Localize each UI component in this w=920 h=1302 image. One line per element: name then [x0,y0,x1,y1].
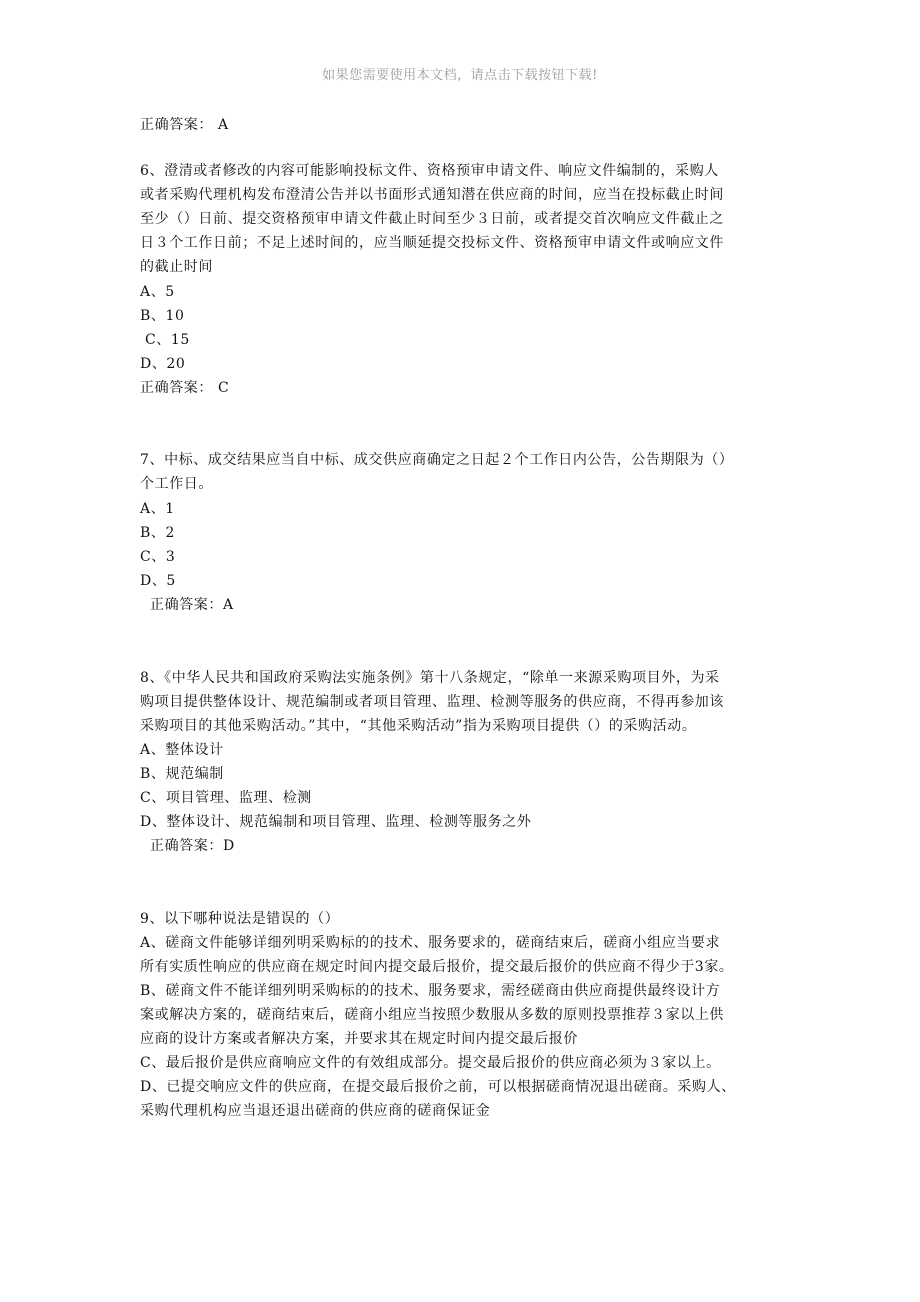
q6-text-line-1: 6、澄清或者修改的内容可能影响投标文件、资格预审申请文件、响应文件编制的，采购人 [140,163,719,179]
q8-text-line-1: 8、《中华人民共和国政府采购法实施条例》第十八条规定，“除单一来源采购项目外，为采 [140,670,720,686]
q8-option-a: A、整体设计 [140,742,224,758]
q9-text-line-3: 所有实质性响应的供应商在规定时间内提交最后报价，提交最后报价的供应商不得少于3家。 [140,959,734,975]
q6-option-a: A、5 [140,284,175,300]
q9-text-line-7: C、最后报价是供应商响应文件的有效组成部分。提交最后报价的供应商必须为３家以上。 [140,1055,721,1071]
q6-text-line-2: 或者采购代理机构发布澄清公告并以书面形式通知潜在供应商的时间，应当在投标截止时间 [140,187,724,203]
q8-answer: 正确答案：D [150,838,235,854]
q5-answer: 正确答案： A [140,117,229,133]
q9-text-line-6: 应商的设计方案或者解决方案，并要求其在规定时间内提交最后报价 [140,1031,578,1047]
q6-option-b: B、10 [140,308,185,324]
q6-answer: 正确答案： C [140,380,230,396]
q7-text-line-1: 7、中标、成交结果应当自中标、成交供应商确定之日起２个工作日内公告，公告期限为（） [140,452,734,468]
q7-option-b: B、2 [140,525,175,541]
q8-text-line-3: 采购项目的其他采购活动。”其中，“其他采购活动”指为采购项目提供（）的采购活动。 [140,718,697,734]
q9-text-line-1: 9、以下哪种说法是错误的（） [140,911,340,927]
q6-text-line-5: 的截止时间 [140,259,213,275]
q8-option-d: D、整体设计、规范编制和项目管理、监理、检测等服务之外 [140,814,532,830]
q7-option-c: C、3 [140,549,176,565]
q7-option-d: D、5 [140,573,176,589]
q9-text-line-5: 案或解决方案的，磋商结束后，磋商小组应当按照少数服从多数的原则投票推荐３家以上供 [140,1007,724,1023]
q8-option-c: C、项目管理、监理、检测 [140,790,312,806]
q9-text-line-8: D、已提交响应文件的供应商，在提交最后报价之前，可以根据磋商情况退出磋商。采购人、 [140,1079,736,1095]
q7-answer: 正确答案：A [150,597,234,613]
q9-text-line-9: 采购代理机构应当退还退出磋商的供应商的磋商保证金 [140,1103,491,1119]
q6-option-c: C、15 [145,332,190,348]
q9-text-line-4: B、磋商文件不能详细列明采购标的的技术、服务要求，需经磋商由供应商提供最终设计方 [140,983,721,999]
q7-text-line-2: 个工作日。 [140,476,213,492]
q8-text-line-2: 购项目提供整体设计、规范编制或者项目管理、监理、检测等服务的供应商，不得再参加该 [140,694,724,710]
q9-text-line-2: A、磋商文件能够详细列明采购标的的技术、服务要求的，磋商结束后，磋商小组应当要求 [140,935,721,951]
q6-option-d: D、20 [140,356,186,372]
page-header-notice: 如果您需要使用本文档，请点击下载按钮下载! [322,68,598,83]
q6-text-line-3: 至少（）日前、提交资格预审申请文件截止时间至少３日前，或者提交首次响应文件截止之 [140,211,724,227]
q7-option-a: A、1 [140,501,175,517]
q6-text-line-4: 日３个工作日前；不足上述时间的，应当顺延提交投标文件、资格预审申请文件或响应文件 [140,235,724,251]
q8-option-b: B、规范编制 [140,766,224,782]
